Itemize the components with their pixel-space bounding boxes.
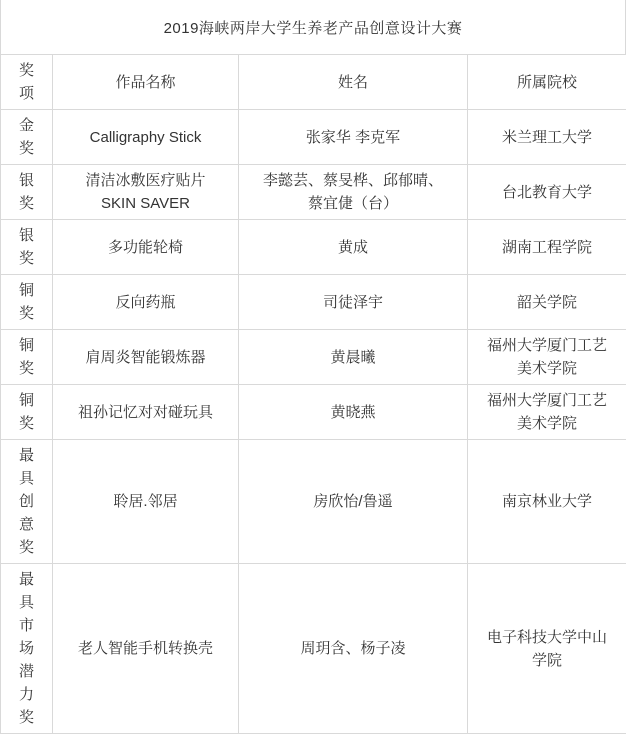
work-cell: 祖孙记忆对对碰玩具 <box>53 385 239 440</box>
names-cell: 黄成 <box>239 220 468 275</box>
table-row <box>1 275 626 330</box>
school-cell: 湖南工程学院 <box>468 220 626 275</box>
work-cell: 老人智能手机转换壳 <box>53 564 239 734</box>
names-cell: 房欣怡/鲁遥 <box>239 440 468 564</box>
names-cell: 周玥含、杨子凌 <box>239 564 468 734</box>
names-cell: 黄晓燕 <box>239 385 468 440</box>
table-row <box>1 165 626 220</box>
school-cell: 电子科技大学中山学院 <box>468 564 626 734</box>
col-header-names: 姓名 <box>239 55 468 110</box>
table-row <box>1 330 626 385</box>
school-cell: 米兰理工大学 <box>468 110 626 165</box>
award-cell: 最具创意奖 <box>1 440 53 564</box>
award-cell: 铜奖 <box>1 275 53 330</box>
names-cell: 司徒泽宇 <box>239 275 468 330</box>
award-cell: 金奖 <box>1 110 53 165</box>
award-cell: 铜奖 <box>1 385 53 440</box>
table-row <box>1 220 626 275</box>
header-row <box>1 55 626 110</box>
school-cell: 福州大学厦门工艺美术学院 <box>468 385 626 440</box>
names-cell: 李懿芸、蔡旻桦、邱郁晴、蔡宜倢（台） <box>239 165 468 220</box>
work-cell: 清洁冰敷医疗贴片 SKIN SAVER <box>53 165 239 220</box>
table-row <box>1 110 626 165</box>
col-header-school: 所属院校 <box>468 55 626 110</box>
school-cell: 台北教育大学 <box>468 165 626 220</box>
table-row <box>1 564 626 734</box>
page-title: 2019海峡两岸大学生养老产品创意设计大赛 <box>0 0 626 54</box>
award-cell: 最具市场潜力奖 <box>1 564 53 734</box>
work-cell: 反向药瓶 <box>53 275 239 330</box>
award-cell: 银奖 <box>1 165 53 220</box>
school-cell: 韶关学院 <box>468 275 626 330</box>
award-cell: 银奖 <box>1 220 53 275</box>
award-cell: 铜奖 <box>1 330 53 385</box>
names-cell: 张家华 李克军 <box>239 110 468 165</box>
award-results-table <box>0 54 626 734</box>
col-header-work: 作品名称 <box>53 55 239 110</box>
work-cell: 多功能轮椅 <box>53 220 239 275</box>
col-header-award: 奖项 <box>1 55 53 110</box>
work-cell: 肩周炎智能锻炼器 <box>53 330 239 385</box>
school-cell: 福州大学厦门工艺美术学院 <box>468 330 626 385</box>
table-row <box>1 440 626 564</box>
work-cell: 聆居.邻居 <box>53 440 239 564</box>
work-cell: Calligraphy Stick <box>53 110 239 165</box>
names-cell: 黄晨曦 <box>239 330 468 385</box>
table-row <box>1 385 626 440</box>
school-cell: 南京林业大学 <box>468 440 626 564</box>
